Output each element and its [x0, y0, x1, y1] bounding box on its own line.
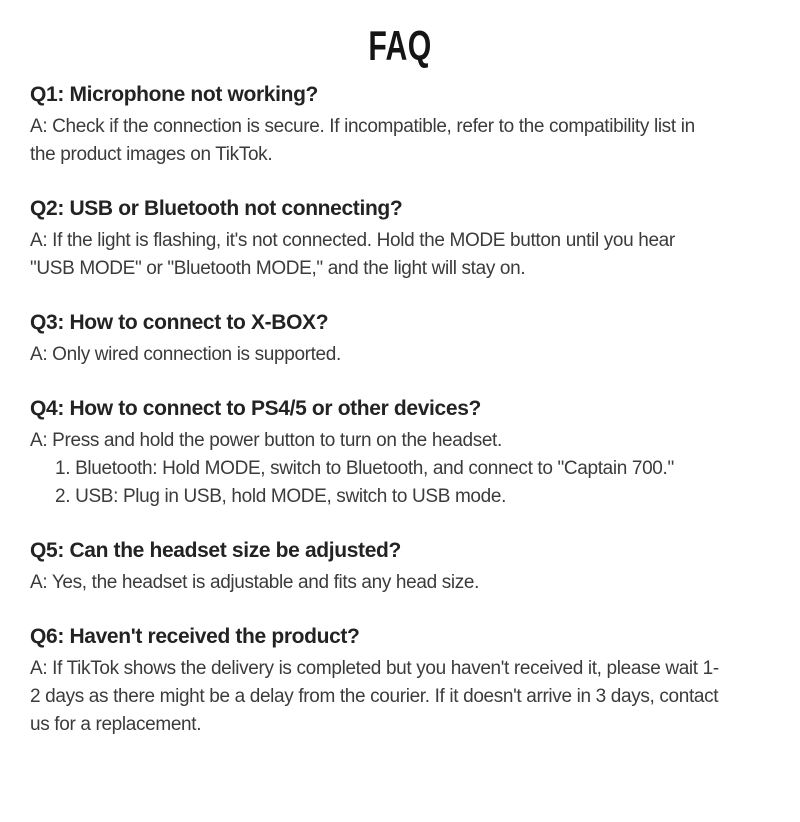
- faq-answer-line: 2 days as there might be a delay from the courier. If it doesn't arrive in 3 days, contact: [30, 686, 719, 707]
- faq-answer-line: the product images on TikTok.: [30, 144, 273, 165]
- faq-answer-line: "USB MODE" or "Bluetooth MODE," and the light will stay on.: [30, 258, 526, 279]
- faq-question: Q5: Can the headset size be adjusted?: [30, 539, 401, 562]
- faq-answer-line: A: Press and hold the power button to turn on the headset.: [30, 430, 502, 451]
- faq-item-q2: [30, 195, 770, 283]
- faq-answer-line: A: Check if the connection is secure. If incompatible, refer to the compatibility list in: [30, 116, 695, 137]
- faq-question: Q6: Haven't received the product?: [30, 625, 360, 648]
- faq-list-item: 1. Bluetooth: Hold MODE, switch to Bluetooth, and connect to "Captain 700.": [55, 458, 674, 479]
- faq-item-q6: [30, 623, 770, 739]
- faq-answer-line: A: If the light is flashing, it's not connected. Hold the MODE button until you hear: [30, 230, 675, 251]
- faq-answer-line: us for a replacement.: [30, 714, 202, 735]
- faq-item-q1: [30, 81, 770, 169]
- faq-question: Q2: USB or Bluetooth not connecting?: [30, 197, 403, 220]
- faq-question: Q3: How to connect to X-BOX?: [30, 311, 329, 334]
- faq-answer-line: A: If TikTok shows the delivery is completed but you haven't received it, please wait 1-: [30, 658, 719, 679]
- faq-question: Q1: Microphone not working?: [30, 83, 319, 106]
- faq-answer-line: A: Only wired connection is supported.: [30, 344, 341, 365]
- faq-question: Q4: How to connect to PS4/5 or other devices?: [30, 397, 482, 420]
- faq-item-q4: [30, 395, 770, 511]
- faq-page: [0, 22, 800, 822]
- faq-list-item: 2. USB: Plug in USB, hold MODE, switch to USB mode.: [55, 486, 506, 507]
- faq-item-q5: [30, 537, 770, 597]
- page-title: FAQ: [368, 22, 432, 69]
- faq-answer-line: A: Yes, the headset is adjustable and fits any head size.: [30, 572, 480, 593]
- faq-item-q3: [30, 309, 770, 369]
